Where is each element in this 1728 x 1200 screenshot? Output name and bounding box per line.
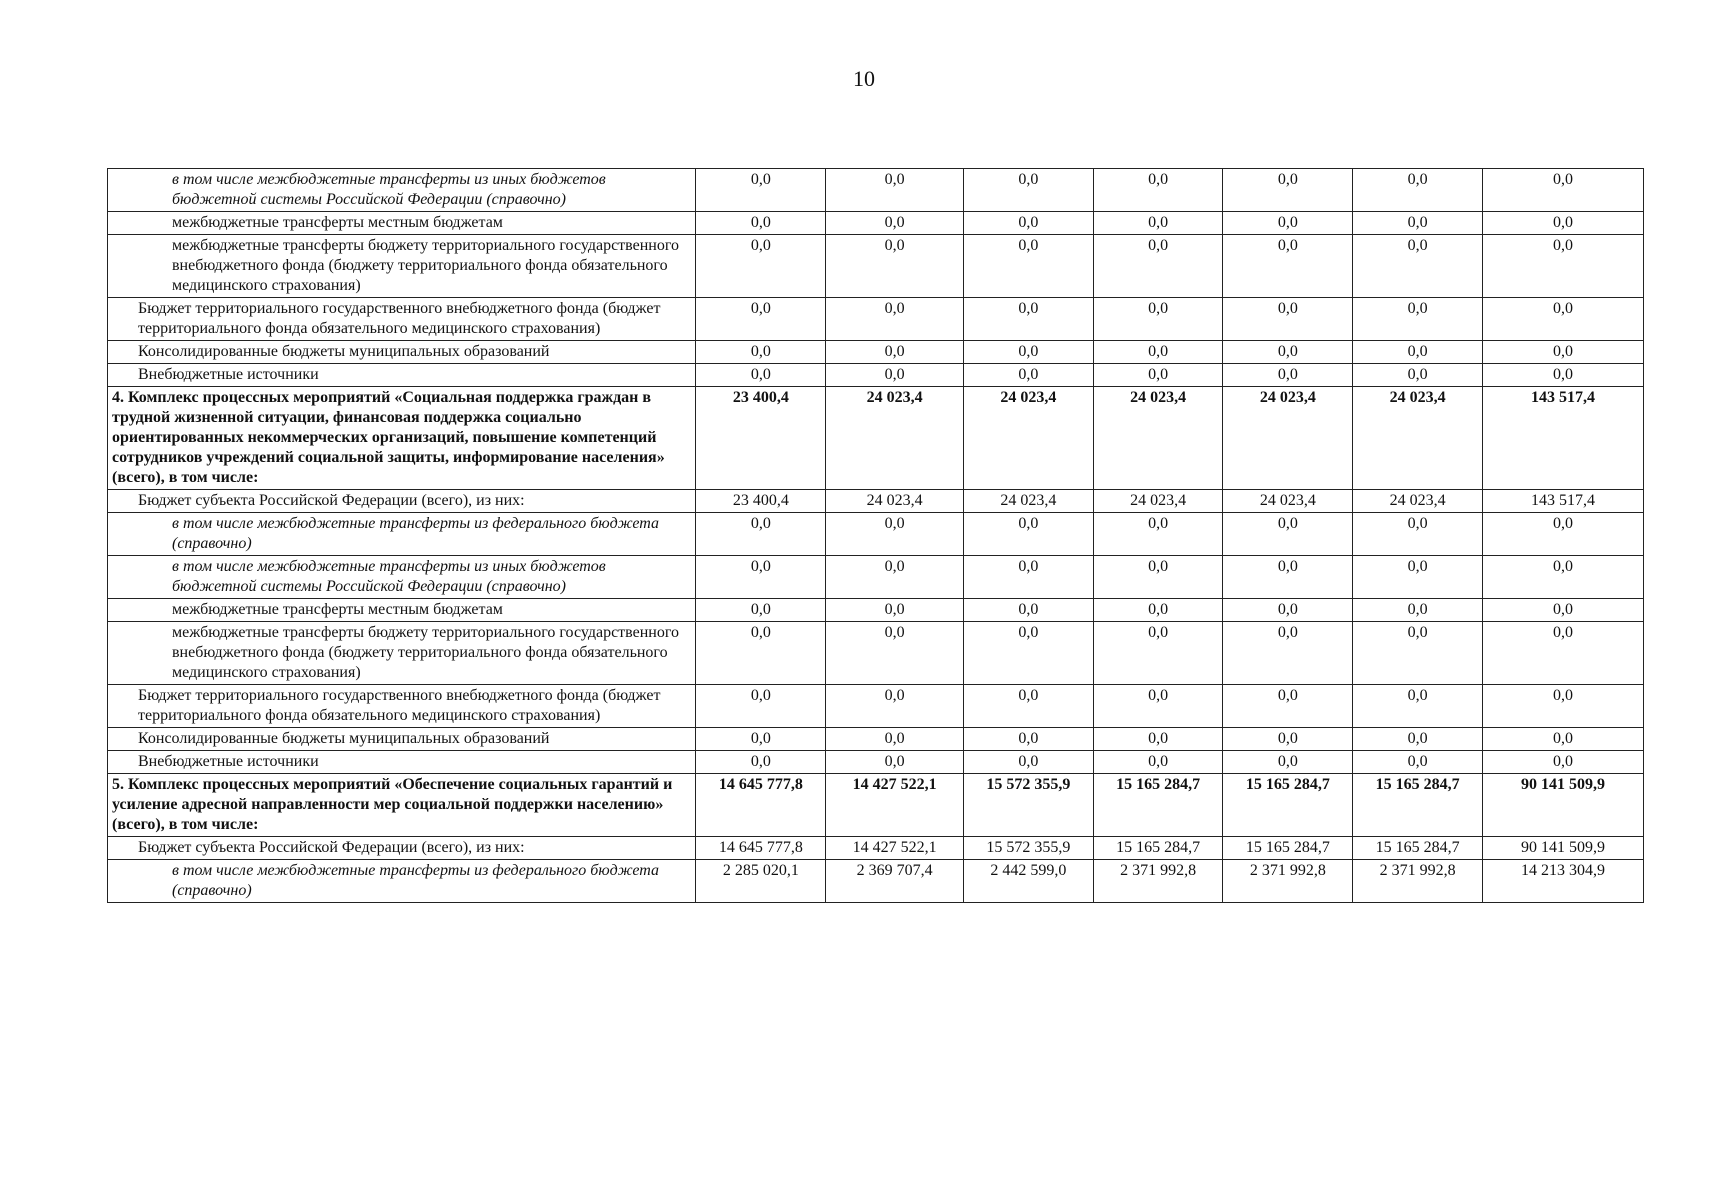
value-cell: 0,0 [1353,513,1483,556]
value-cell: 24 023,4 [963,490,1093,513]
value-cell: 0,0 [963,341,1093,364]
value-cell: 0,0 [696,751,826,774]
value-cell: 0,0 [1353,622,1483,685]
table-row [108,169,1644,212]
row-label: в том числе межбюджетные трансферты из федерального бюджета (справочно) [108,860,696,903]
value-cell: 24 023,4 [1093,490,1223,513]
value-cell: 0,0 [826,513,964,556]
value-cell: 0,0 [1482,364,1643,387]
value-cell: 0,0 [1353,235,1483,298]
value-cell: 0,0 [1223,341,1353,364]
table-row [108,513,1644,556]
table-row [108,341,1644,364]
value-cell: 14 427 522,1 [826,837,964,860]
row-label: в том числе межбюджетные трансферты из федерального бюджета (справочно) [108,513,696,556]
budget-table-body [108,169,1644,903]
value-cell: 0,0 [1223,235,1353,298]
value-cell: 0,0 [1353,341,1483,364]
value-cell: 2 371 992,8 [1223,860,1353,903]
table-row [108,685,1644,728]
table-row [108,622,1644,685]
value-cell: 0,0 [963,364,1093,387]
value-cell: 0,0 [1223,599,1353,622]
value-cell: 0,0 [1482,341,1643,364]
value-cell: 0,0 [1223,212,1353,235]
value-cell: 15 165 284,7 [1223,774,1353,837]
value-cell: 0,0 [696,556,826,599]
value-cell: 0,0 [1223,513,1353,556]
value-cell: 14 645 777,8 [696,774,826,837]
table-row [108,235,1644,298]
value-cell: 15 165 284,7 [1223,837,1353,860]
value-cell: 0,0 [963,235,1093,298]
value-cell: 0,0 [1093,728,1223,751]
value-cell: 0,0 [963,728,1093,751]
value-cell: 0,0 [1223,728,1353,751]
value-cell: 24 023,4 [826,387,964,490]
table-row [108,387,1644,490]
budget-table [107,168,1644,903]
row-label: 5. Комплекс процессных мероприятий «Обеспечение социальных гарантий и усиление адресной направленности мер социальной поддержки населению» (всего), в том числе: [108,774,696,837]
value-cell: 0,0 [1482,169,1643,212]
row-label: Внебюджетные источники [108,751,696,774]
value-cell: 0,0 [826,599,964,622]
value-cell: 0,0 [1353,364,1483,387]
table-row [108,212,1644,235]
value-cell: 24 023,4 [826,490,964,513]
value-cell: 0,0 [1223,169,1353,212]
value-cell: 0,0 [1482,298,1643,341]
value-cell: 24 023,4 [1353,387,1483,490]
value-cell: 0,0 [963,556,1093,599]
value-cell: 0,0 [1353,298,1483,341]
value-cell: 0,0 [1482,599,1643,622]
row-label: Консолидированные бюджеты муниципальных образований [108,341,696,364]
value-cell: 0,0 [1093,169,1223,212]
value-cell: 0,0 [1223,685,1353,728]
value-cell: 15 572 355,9 [963,837,1093,860]
value-cell: 0,0 [826,364,964,387]
value-cell: 0,0 [1093,235,1223,298]
value-cell: 0,0 [696,298,826,341]
row-label: Внебюджетные источники [108,364,696,387]
value-cell: 15 165 284,7 [1353,774,1483,837]
value-cell: 0,0 [1482,212,1643,235]
table-row [108,860,1644,903]
value-cell: 0,0 [826,751,964,774]
value-cell: 0,0 [826,169,964,212]
value-cell: 0,0 [826,685,964,728]
value-cell: 0,0 [1093,599,1223,622]
value-cell: 0,0 [1353,556,1483,599]
value-cell: 0,0 [1223,556,1353,599]
value-cell: 0,0 [963,685,1093,728]
value-cell: 2 285 020,1 [696,860,826,903]
value-cell: 0,0 [826,622,964,685]
row-label: 4. Комплекс процессных мероприятий «Социальная поддержка граждан в трудной жизненной ситуации, финансовая поддержка социально ориентированных некоммерческих организаций, повышение компетенций сотрудников учреждений социальной защиты, информирование населения» (всего), в том числе: [108,387,696,490]
value-cell: 0,0 [1223,364,1353,387]
value-cell: 0,0 [826,728,964,751]
value-cell: 0,0 [696,212,826,235]
value-cell: 0,0 [963,212,1093,235]
value-cell: 24 023,4 [1223,490,1353,513]
value-cell: 0,0 [1353,728,1483,751]
table-row [108,774,1644,837]
row-label: в том числе межбюджетные трансферты из иных бюджетов бюджетной системы Российской Федерации (справочно) [108,169,696,212]
value-cell: 0,0 [1482,235,1643,298]
value-cell: 0,0 [1093,556,1223,599]
value-cell: 0,0 [1223,751,1353,774]
value-cell: 0,0 [696,622,826,685]
row-label: Бюджет субъекта Российской Федерации (всего), из них: [108,837,696,860]
table-row [108,728,1644,751]
value-cell: 0,0 [826,556,964,599]
value-cell: 0,0 [1482,728,1643,751]
value-cell: 0,0 [963,599,1093,622]
row-label: межбюджетные трансферты бюджету территориального государственного внебюджетного фонда (бюджету территориального фонда обязательного медицинского страхования) [108,622,696,685]
value-cell: 0,0 [696,169,826,212]
value-cell: 0,0 [1353,599,1483,622]
table-row [108,556,1644,599]
value-cell: 0,0 [1223,622,1353,685]
table-row [108,364,1644,387]
value-cell: 0,0 [1093,298,1223,341]
value-cell: 0,0 [1093,685,1223,728]
value-cell: 143 517,4 [1482,387,1643,490]
value-cell: 0,0 [1482,556,1643,599]
value-cell: 0,0 [696,599,826,622]
value-cell: 24 023,4 [963,387,1093,490]
value-cell: 23 400,4 [696,490,826,513]
value-cell: 24 023,4 [1353,490,1483,513]
value-cell: 24 023,4 [1093,387,1223,490]
value-cell: 0,0 [963,751,1093,774]
value-cell: 0,0 [1482,513,1643,556]
value-cell: 0,0 [696,513,826,556]
value-cell: 0,0 [1482,622,1643,685]
page-number: 10 [853,66,875,91]
table-row [108,490,1644,513]
value-cell: 15 165 284,7 [1093,774,1223,837]
value-cell: 0,0 [826,298,964,341]
value-cell: 15 165 284,7 [1353,837,1483,860]
row-label: межбюджетные трансферты местным бюджетам [108,599,696,622]
value-cell: 23 400,4 [696,387,826,490]
value-cell: 0,0 [1482,685,1643,728]
row-label: Бюджет территориального государственного внебюджетного фонда (бюджет территориального фонда обязательного медицинского страхования) [108,298,696,341]
value-cell: 0,0 [963,513,1093,556]
value-cell: 15 165 284,7 [1093,837,1223,860]
row-label: Бюджет территориального государственного внебюджетного фонда (бюджет территориального фонда обязательного медицинского страхования) [108,685,696,728]
value-cell: 0,0 [1093,513,1223,556]
value-cell: 0,0 [1353,685,1483,728]
value-cell: 2 442 599,0 [963,860,1093,903]
value-cell: 0,0 [1093,212,1223,235]
value-cell: 90 141 509,9 [1482,774,1643,837]
table-row [108,837,1644,860]
value-cell: 0,0 [826,341,964,364]
value-cell: 0,0 [826,235,964,298]
value-cell: 14 427 522,1 [826,774,964,837]
value-cell: 90 141 509,9 [1482,837,1643,860]
table-row [108,751,1644,774]
value-cell: 2 371 992,8 [1093,860,1223,903]
value-cell: 0,0 [1093,622,1223,685]
value-cell: 24 023,4 [1223,387,1353,490]
value-cell: 0,0 [696,364,826,387]
row-label: в том числе межбюджетные трансферты из иных бюджетов бюджетной системы Российской Федерации (справочно) [108,556,696,599]
row-label: межбюджетные трансферты местным бюджетам [108,212,696,235]
value-cell: 0,0 [963,622,1093,685]
value-cell: 0,0 [1482,751,1643,774]
row-label: Бюджет субъекта Российской Федерации (всего), из них: [108,490,696,513]
value-cell: 0,0 [696,341,826,364]
row-label: межбюджетные трансферты бюджету территориального государственного внебюджетного фонда (бюджету территориального фонда обязательного медицинского страхования) [108,235,696,298]
value-cell: 0,0 [696,685,826,728]
value-cell: 0,0 [1223,298,1353,341]
value-cell: 0,0 [1093,341,1223,364]
value-cell: 0,0 [1093,751,1223,774]
value-cell: 0,0 [1353,169,1483,212]
table-row [108,599,1644,622]
value-cell: 15 572 355,9 [963,774,1093,837]
value-cell: 2 371 992,8 [1353,860,1483,903]
value-cell: 0,0 [826,212,964,235]
value-cell: 0,0 [963,169,1093,212]
value-cell: 143 517,4 [1482,490,1643,513]
value-cell: 0,0 [963,298,1093,341]
value-cell: 0,0 [1093,364,1223,387]
table-row [108,298,1644,341]
row-label: Консолидированные бюджеты муниципальных образований [108,728,696,751]
value-cell: 14 213 304,9 [1482,860,1643,903]
value-cell: 0,0 [696,235,826,298]
value-cell: 14 645 777,8 [696,837,826,860]
value-cell: 0,0 [1353,751,1483,774]
value-cell: 2 369 707,4 [826,860,964,903]
value-cell: 0,0 [1353,212,1483,235]
value-cell: 0,0 [696,728,826,751]
